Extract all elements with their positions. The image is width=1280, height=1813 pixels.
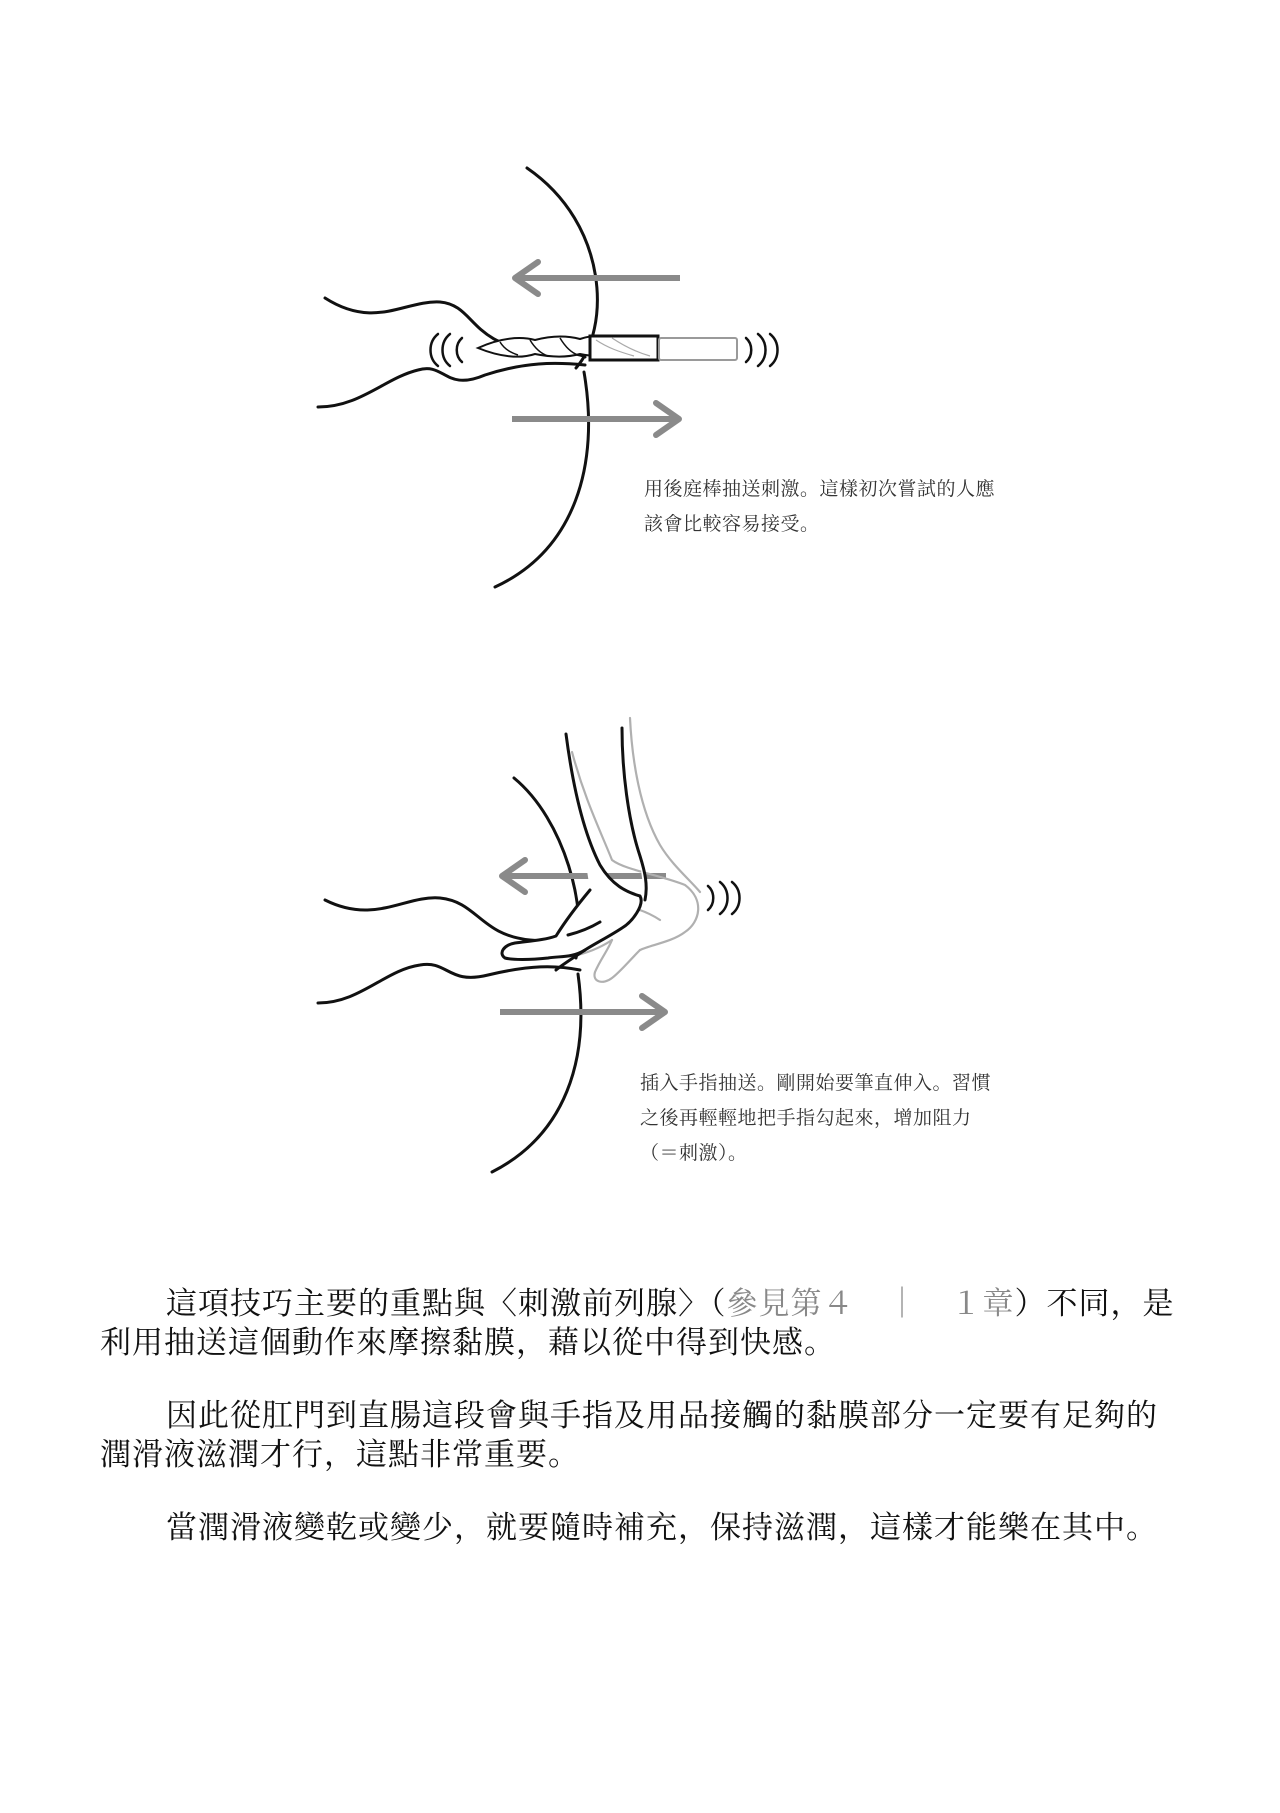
chapter-reference: 參見第４ ｜ １章 (726, 1286, 1015, 1322)
toy-diagram (0, 0, 1280, 660)
paragraph-2: 因此從肛門到直腸這段會與手指及用品接觸的黏膜部分一定要有足夠的潤滑液滋潤才行，這點非常重要。 (100, 1398, 1158, 1473)
canal-wall-lower (318, 363, 585, 407)
canal-wall-lower (318, 964, 580, 1003)
figure-caption: 插入手指抽送。剛開始要筆直伸入。習慣 之後再輕輕地把手指勾起來，增加阻力 （＝刺激）。 (640, 1072, 992, 1164)
paragraph-1 (100, 1285, 1180, 1363)
hand-icon (502, 728, 646, 970)
body-contour (492, 974, 581, 1172)
illustration-finger (0, 660, 1280, 1220)
body-text (100, 1285, 1180, 1582)
illustration-toy (0, 0, 1280, 660)
paragraph-1-text-end: ）不同，是利用抽送這個動作來摩擦黏膜，藉以從中得到快感。 (100, 1286, 1175, 1361)
body-contour (495, 372, 589, 587)
paragraph-3: 當潤滑液變乾或變少，就要隨時補充，保持滋潤，這樣才能樂在其中。 (166, 1510, 1158, 1546)
arrow-right-icon (500, 996, 665, 1028)
figure-caption: 用後庭棒抽送刺激。這樣初次嘗試的人應 該會比較容易接受。 (644, 478, 996, 535)
arrow-right-icon (512, 403, 679, 435)
vibration-left-icon (431, 334, 463, 366)
anal-toy-icon (478, 336, 737, 360)
vibration-right-icon (746, 334, 778, 366)
vibration-right-icon (708, 882, 740, 914)
canal-wall-upper (325, 898, 572, 942)
paragraph-1-text: 這項技巧主要的重點與〈刺激前列腺〉（ (166, 1286, 727, 1322)
